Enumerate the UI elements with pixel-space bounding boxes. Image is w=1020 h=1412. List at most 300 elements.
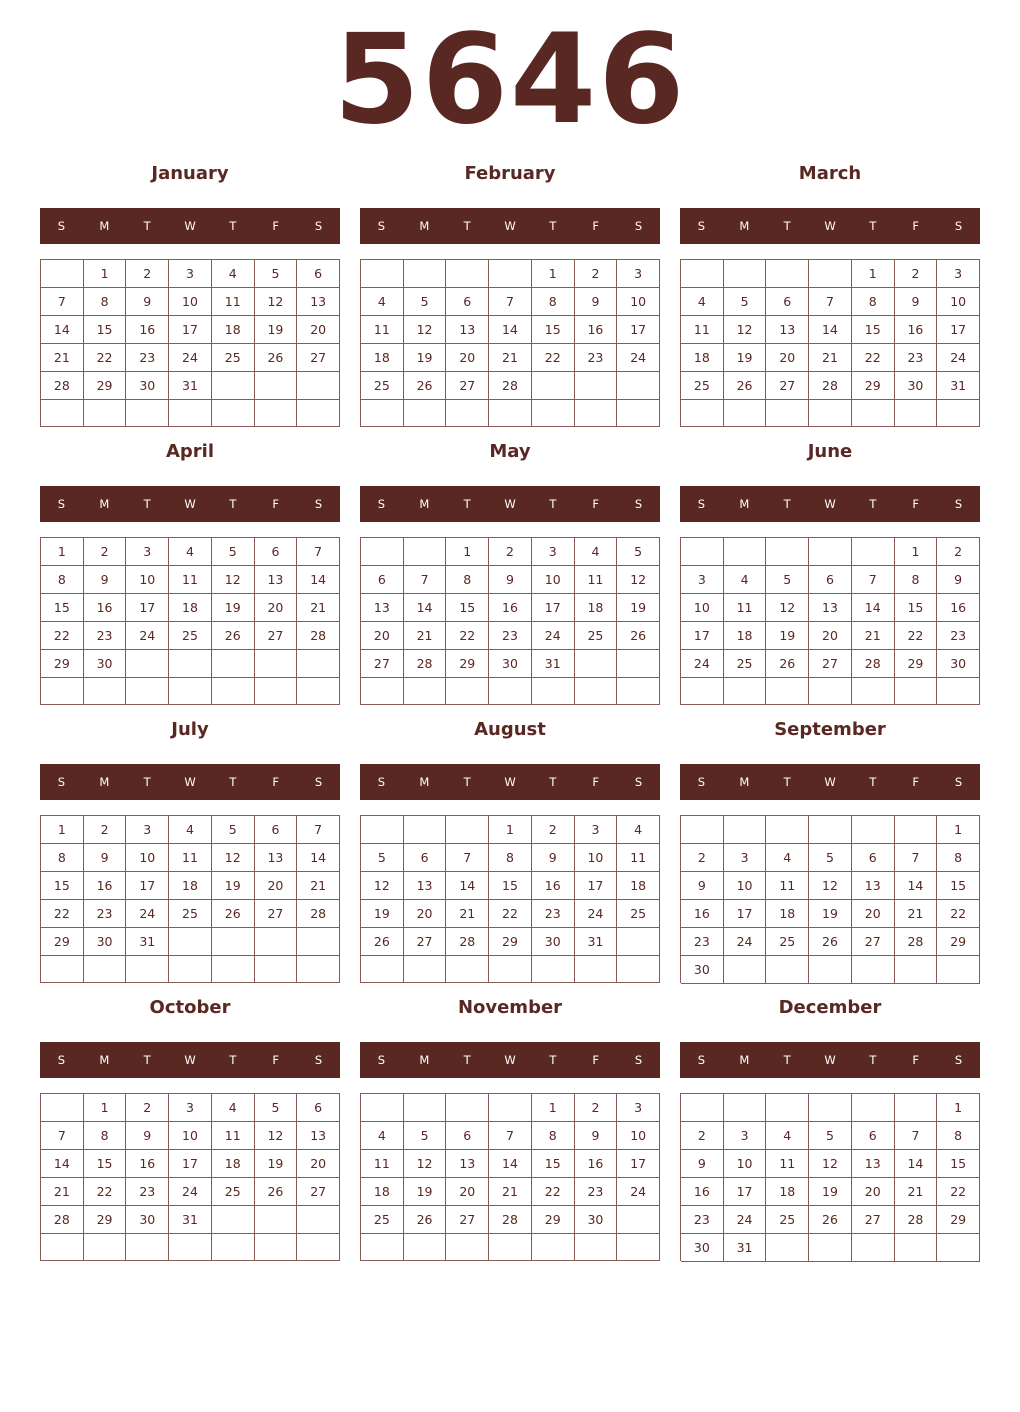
day-cell[interactable]: 17 <box>681 622 724 650</box>
day-cell[interactable]: 21 <box>446 900 489 928</box>
day-cell[interactable]: 26 <box>404 372 447 400</box>
day-cell[interactable]: 16 <box>532 872 575 900</box>
day-cell[interactable]: 24 <box>681 650 724 678</box>
day-cell[interactable]: 12 <box>404 1150 447 1178</box>
day-cell[interactable]: 1 <box>937 1094 980 1122</box>
day-cell[interactable]: 5 <box>766 566 809 594</box>
day-cell[interactable]: 24 <box>937 344 980 372</box>
day-cell[interactable]: 2 <box>681 1122 724 1150</box>
day-cell[interactable]: 12 <box>724 316 767 344</box>
day-cell[interactable]: 13 <box>809 594 852 622</box>
day-cell[interactable]: 23 <box>532 900 575 928</box>
day-cell[interactable]: 12 <box>809 1150 852 1178</box>
day-cell[interactable]: 20 <box>297 316 340 344</box>
day-cell[interactable]: 28 <box>809 372 852 400</box>
day-cell[interactable]: 7 <box>809 288 852 316</box>
day-cell[interactable]: 10 <box>169 1122 212 1150</box>
day-cell[interactable]: 23 <box>575 344 618 372</box>
day-cell[interactable]: 20 <box>297 1150 340 1178</box>
day-cell[interactable]: 25 <box>575 622 618 650</box>
day-cell[interactable]: 21 <box>489 1178 532 1206</box>
day-cell[interactable]: 27 <box>255 622 298 650</box>
day-cell[interactable]: 8 <box>532 288 575 316</box>
day-cell[interactable]: 20 <box>255 872 298 900</box>
day-cell[interactable]: 26 <box>212 622 255 650</box>
day-cell[interactable]: 2 <box>126 1094 169 1122</box>
day-cell[interactable]: 27 <box>852 928 895 956</box>
day-cell[interactable]: 31 <box>126 928 169 956</box>
day-cell[interactable]: 22 <box>84 1178 127 1206</box>
day-cell[interactable]: 5 <box>255 1094 298 1122</box>
day-cell[interactable]: 29 <box>446 650 489 678</box>
day-cell[interactable]: 2 <box>126 260 169 288</box>
day-cell[interactable]: 22 <box>489 900 532 928</box>
day-cell[interactable]: 4 <box>212 260 255 288</box>
day-cell[interactable]: 17 <box>724 900 767 928</box>
day-cell[interactable]: 3 <box>681 566 724 594</box>
day-cell[interactable]: 21 <box>297 594 340 622</box>
day-cell[interactable]: 30 <box>126 372 169 400</box>
day-cell[interactable]: 26 <box>617 622 660 650</box>
day-cell[interactable]: 9 <box>126 288 169 316</box>
day-cell[interactable]: 2 <box>489 538 532 566</box>
day-cell[interactable]: 14 <box>41 316 84 344</box>
day-cell[interactable]: 25 <box>212 1178 255 1206</box>
day-cell[interactable]: 8 <box>937 844 980 872</box>
day-cell[interactable]: 16 <box>126 1150 169 1178</box>
day-cell[interactable]: 30 <box>84 650 127 678</box>
day-cell[interactable]: 27 <box>255 900 298 928</box>
day-cell[interactable]: 26 <box>255 344 298 372</box>
day-cell[interactable]: 27 <box>297 344 340 372</box>
day-cell[interactable]: 16 <box>895 316 938 344</box>
day-cell[interactable]: 20 <box>809 622 852 650</box>
day-cell[interactable]: 5 <box>617 538 660 566</box>
day-cell[interactable]: 30 <box>681 1234 724 1262</box>
day-cell[interactable]: 19 <box>255 316 298 344</box>
day-cell[interactable]: 4 <box>575 538 618 566</box>
day-cell[interactable]: 11 <box>724 594 767 622</box>
day-cell[interactable]: 4 <box>766 844 809 872</box>
day-cell[interactable]: 14 <box>852 594 895 622</box>
day-cell[interactable]: 6 <box>361 566 404 594</box>
day-cell[interactable]: 16 <box>84 872 127 900</box>
day-cell[interactable]: 10 <box>575 844 618 872</box>
day-cell[interactable]: 10 <box>681 594 724 622</box>
day-cell[interactable]: 23 <box>681 1206 724 1234</box>
day-cell[interactable]: 31 <box>575 928 618 956</box>
day-cell[interactable]: 28 <box>895 928 938 956</box>
day-cell[interactable]: 31 <box>532 650 575 678</box>
day-cell[interactable]: 7 <box>404 566 447 594</box>
day-cell[interactable]: 13 <box>446 1150 489 1178</box>
day-cell[interactable]: 1 <box>532 1094 575 1122</box>
day-cell[interactable]: 26 <box>404 1206 447 1234</box>
day-cell[interactable]: 2 <box>937 538 980 566</box>
day-cell[interactable]: 16 <box>489 594 532 622</box>
day-cell[interactable]: 23 <box>126 1178 169 1206</box>
day-cell[interactable]: 12 <box>617 566 660 594</box>
day-cell[interactable]: 15 <box>489 872 532 900</box>
day-cell[interactable]: 19 <box>617 594 660 622</box>
day-cell[interactable]: 30 <box>937 650 980 678</box>
day-cell[interactable]: 17 <box>937 316 980 344</box>
day-cell[interactable]: 20 <box>255 594 298 622</box>
day-cell[interactable]: 13 <box>852 872 895 900</box>
day-cell[interactable]: 25 <box>169 622 212 650</box>
day-cell[interactable]: 18 <box>169 872 212 900</box>
day-cell[interactable]: 5 <box>361 844 404 872</box>
day-cell[interactable]: 17 <box>724 1178 767 1206</box>
day-cell[interactable]: 5 <box>809 844 852 872</box>
day-cell[interactable]: 29 <box>532 1206 575 1234</box>
day-cell[interactable]: 30 <box>681 956 724 984</box>
day-cell[interactable]: 14 <box>297 566 340 594</box>
day-cell[interactable]: 25 <box>766 928 809 956</box>
day-cell[interactable]: 19 <box>361 900 404 928</box>
day-cell[interactable]: 23 <box>84 622 127 650</box>
day-cell[interactable]: 19 <box>809 1178 852 1206</box>
day-cell[interactable]: 2 <box>575 1094 618 1122</box>
day-cell[interactable]: 12 <box>255 1122 298 1150</box>
day-cell[interactable]: 4 <box>724 566 767 594</box>
day-cell[interactable]: 14 <box>809 316 852 344</box>
day-cell[interactable]: 7 <box>297 816 340 844</box>
day-cell[interactable]: 15 <box>84 316 127 344</box>
day-cell[interactable]: 18 <box>212 1150 255 1178</box>
day-cell[interactable]: 28 <box>895 1206 938 1234</box>
day-cell[interactable]: 26 <box>212 900 255 928</box>
day-cell[interactable]: 4 <box>617 816 660 844</box>
day-cell[interactable]: 12 <box>766 594 809 622</box>
day-cell[interactable]: 4 <box>361 1122 404 1150</box>
day-cell[interactable]: 28 <box>446 928 489 956</box>
day-cell[interactable]: 1 <box>446 538 489 566</box>
day-cell[interactable]: 11 <box>212 1122 255 1150</box>
day-cell[interactable]: 17 <box>169 1150 212 1178</box>
day-cell[interactable]: 1 <box>84 260 127 288</box>
day-cell[interactable]: 17 <box>617 316 660 344</box>
day-cell[interactable]: 24 <box>169 344 212 372</box>
day-cell[interactable]: 26 <box>809 928 852 956</box>
day-cell[interactable]: 15 <box>937 1150 980 1178</box>
day-cell[interactable]: 10 <box>617 1122 660 1150</box>
day-cell[interactable]: 1 <box>41 816 84 844</box>
day-cell[interactable]: 7 <box>41 288 84 316</box>
day-cell[interactable]: 3 <box>126 538 169 566</box>
day-cell[interactable]: 7 <box>489 1122 532 1150</box>
day-cell[interactable]: 8 <box>852 288 895 316</box>
day-cell[interactable]: 28 <box>41 372 84 400</box>
day-cell[interactable]: 18 <box>169 594 212 622</box>
day-cell[interactable]: 20 <box>446 1178 489 1206</box>
day-cell[interactable]: 9 <box>681 1150 724 1178</box>
day-cell[interactable]: 6 <box>446 1122 489 1150</box>
day-cell[interactable]: 18 <box>361 1178 404 1206</box>
day-cell[interactable]: 24 <box>126 622 169 650</box>
day-cell[interactable]: 15 <box>41 594 84 622</box>
day-cell[interactable]: 24 <box>575 900 618 928</box>
day-cell[interactable]: 18 <box>681 344 724 372</box>
day-cell[interactable]: 14 <box>404 594 447 622</box>
day-cell[interactable]: 8 <box>895 566 938 594</box>
day-cell[interactable]: 21 <box>404 622 447 650</box>
day-cell[interactable]: 10 <box>126 566 169 594</box>
day-cell[interactable]: 24 <box>724 928 767 956</box>
day-cell[interactable]: 8 <box>41 566 84 594</box>
day-cell[interactable]: 6 <box>404 844 447 872</box>
day-cell[interactable]: 27 <box>446 372 489 400</box>
day-cell[interactable]: 9 <box>575 1122 618 1150</box>
day-cell[interactable]: 3 <box>575 816 618 844</box>
day-cell[interactable]: 11 <box>361 1150 404 1178</box>
day-cell[interactable]: 13 <box>361 594 404 622</box>
day-cell[interactable]: 14 <box>297 844 340 872</box>
day-cell[interactable]: 3 <box>724 1122 767 1150</box>
day-cell[interactable]: 14 <box>446 872 489 900</box>
day-cell[interactable]: 5 <box>724 288 767 316</box>
day-cell[interactable]: 18 <box>766 1178 809 1206</box>
day-cell[interactable]: 25 <box>681 372 724 400</box>
day-cell[interactable]: 26 <box>766 650 809 678</box>
day-cell[interactable]: 21 <box>895 900 938 928</box>
day-cell[interactable]: 3 <box>169 1094 212 1122</box>
day-cell[interactable]: 25 <box>212 344 255 372</box>
day-cell[interactable]: 21 <box>41 344 84 372</box>
day-cell[interactable]: 8 <box>84 1122 127 1150</box>
day-cell[interactable]: 4 <box>361 288 404 316</box>
day-cell[interactable]: 26 <box>724 372 767 400</box>
day-cell[interactable]: 6 <box>852 844 895 872</box>
day-cell[interactable]: 22 <box>852 344 895 372</box>
day-cell[interactable]: 24 <box>169 1178 212 1206</box>
day-cell[interactable]: 29 <box>84 1206 127 1234</box>
day-cell[interactable]: 27 <box>446 1206 489 1234</box>
day-cell[interactable]: 18 <box>617 872 660 900</box>
day-cell[interactable]: 9 <box>84 566 127 594</box>
day-cell[interactable]: 19 <box>724 344 767 372</box>
day-cell[interactable]: 12 <box>212 566 255 594</box>
day-cell[interactable]: 9 <box>84 844 127 872</box>
day-cell[interactable]: 9 <box>489 566 532 594</box>
day-cell[interactable]: 8 <box>937 1122 980 1150</box>
day-cell[interactable]: 13 <box>255 844 298 872</box>
day-cell[interactable]: 7 <box>852 566 895 594</box>
day-cell[interactable]: 16 <box>575 1150 618 1178</box>
day-cell[interactable]: 10 <box>937 288 980 316</box>
day-cell[interactable]: 3 <box>532 538 575 566</box>
day-cell[interactable]: 30 <box>489 650 532 678</box>
day-cell[interactable]: 26 <box>255 1178 298 1206</box>
day-cell[interactable]: 9 <box>126 1122 169 1150</box>
day-cell[interactable]: 11 <box>617 844 660 872</box>
day-cell[interactable]: 26 <box>809 1206 852 1234</box>
day-cell[interactable]: 14 <box>895 872 938 900</box>
day-cell[interactable]: 25 <box>169 900 212 928</box>
day-cell[interactable]: 13 <box>297 288 340 316</box>
day-cell[interactable]: 16 <box>937 594 980 622</box>
day-cell[interactable]: 2 <box>84 816 127 844</box>
day-cell[interactable]: 3 <box>126 816 169 844</box>
day-cell[interactable]: 4 <box>169 538 212 566</box>
day-cell[interactable]: 22 <box>446 622 489 650</box>
day-cell[interactable]: 9 <box>895 288 938 316</box>
day-cell[interactable]: 7 <box>41 1122 84 1150</box>
day-cell[interactable]: 6 <box>766 288 809 316</box>
day-cell[interactable]: 15 <box>532 1150 575 1178</box>
day-cell[interactable]: 29 <box>489 928 532 956</box>
day-cell[interactable]: 20 <box>404 900 447 928</box>
day-cell[interactable]: 15 <box>532 316 575 344</box>
day-cell[interactable]: 9 <box>681 872 724 900</box>
day-cell[interactable]: 1 <box>895 538 938 566</box>
day-cell[interactable]: 27 <box>361 650 404 678</box>
day-cell[interactable]: 30 <box>895 372 938 400</box>
day-cell[interactable]: 4 <box>169 816 212 844</box>
day-cell[interactable]: 25 <box>361 372 404 400</box>
day-cell[interactable]: 13 <box>446 316 489 344</box>
day-cell[interactable]: 17 <box>126 872 169 900</box>
day-cell[interactable]: 12 <box>809 872 852 900</box>
day-cell[interactable]: 5 <box>212 816 255 844</box>
day-cell[interactable]: 11 <box>169 566 212 594</box>
day-cell[interactable]: 4 <box>766 1122 809 1150</box>
day-cell[interactable]: 25 <box>766 1206 809 1234</box>
day-cell[interactable]: 28 <box>297 900 340 928</box>
day-cell[interactable]: 15 <box>446 594 489 622</box>
day-cell[interactable]: 3 <box>724 844 767 872</box>
day-cell[interactable]: 24 <box>126 900 169 928</box>
day-cell[interactable]: 22 <box>937 1178 980 1206</box>
day-cell[interactable]: 2 <box>84 538 127 566</box>
day-cell[interactable]: 22 <box>532 1178 575 1206</box>
day-cell[interactable]: 11 <box>169 844 212 872</box>
day-cell[interactable]: 8 <box>532 1122 575 1150</box>
day-cell[interactable]: 14 <box>489 1150 532 1178</box>
day-cell[interactable]: 29 <box>937 1206 980 1234</box>
day-cell[interactable]: 9 <box>532 844 575 872</box>
day-cell[interactable]: 17 <box>575 872 618 900</box>
day-cell[interactable]: 18 <box>766 900 809 928</box>
day-cell[interactable]: 19 <box>255 1150 298 1178</box>
day-cell[interactable]: 19 <box>404 1178 447 1206</box>
day-cell[interactable]: 29 <box>852 372 895 400</box>
day-cell[interactable]: 16 <box>681 900 724 928</box>
day-cell[interactable]: 14 <box>895 1150 938 1178</box>
day-cell[interactable]: 20 <box>446 344 489 372</box>
day-cell[interactable]: 18 <box>212 316 255 344</box>
day-cell[interactable]: 22 <box>84 344 127 372</box>
day-cell[interactable]: 22 <box>532 344 575 372</box>
day-cell[interactable]: 20 <box>766 344 809 372</box>
day-cell[interactable]: 31 <box>937 372 980 400</box>
day-cell[interactable]: 7 <box>489 288 532 316</box>
day-cell[interactable]: 13 <box>255 566 298 594</box>
day-cell[interactable]: 23 <box>84 900 127 928</box>
day-cell[interactable]: 28 <box>489 1206 532 1234</box>
day-cell[interactable]: 13 <box>852 1150 895 1178</box>
day-cell[interactable]: 28 <box>404 650 447 678</box>
day-cell[interactable]: 23 <box>575 1178 618 1206</box>
day-cell[interactable]: 22 <box>895 622 938 650</box>
day-cell[interactable]: 19 <box>212 594 255 622</box>
day-cell[interactable]: 11 <box>766 1150 809 1178</box>
day-cell[interactable]: 5 <box>255 260 298 288</box>
day-cell[interactable]: 13 <box>766 316 809 344</box>
day-cell[interactable]: 6 <box>255 816 298 844</box>
day-cell[interactable]: 1 <box>84 1094 127 1122</box>
day-cell[interactable]: 15 <box>937 872 980 900</box>
day-cell[interactable]: 29 <box>84 372 127 400</box>
day-cell[interactable]: 27 <box>852 1206 895 1234</box>
day-cell[interactable]: 1 <box>852 260 895 288</box>
day-cell[interactable]: 9 <box>937 566 980 594</box>
day-cell[interactable]: 2 <box>895 260 938 288</box>
day-cell[interactable]: 10 <box>169 288 212 316</box>
day-cell[interactable]: 23 <box>895 344 938 372</box>
day-cell[interactable]: 20 <box>852 1178 895 1206</box>
day-cell[interactable]: 11 <box>575 566 618 594</box>
day-cell[interactable]: 11 <box>212 288 255 316</box>
day-cell[interactable]: 8 <box>489 844 532 872</box>
day-cell[interactable]: 21 <box>489 344 532 372</box>
day-cell[interactable]: 14 <box>41 1150 84 1178</box>
day-cell[interactable]: 9 <box>575 288 618 316</box>
day-cell[interactable]: 29 <box>895 650 938 678</box>
day-cell[interactable]: 23 <box>126 344 169 372</box>
day-cell[interactable]: 10 <box>724 1150 767 1178</box>
day-cell[interactable]: 23 <box>937 622 980 650</box>
day-cell[interactable]: 31 <box>724 1234 767 1262</box>
day-cell[interactable]: 28 <box>489 372 532 400</box>
day-cell[interactable]: 25 <box>724 650 767 678</box>
day-cell[interactable]: 4 <box>212 1094 255 1122</box>
day-cell[interactable]: 11 <box>681 316 724 344</box>
day-cell[interactable]: 30 <box>532 928 575 956</box>
day-cell[interactable]: 1 <box>532 260 575 288</box>
day-cell[interactable]: 3 <box>169 260 212 288</box>
day-cell[interactable]: 22 <box>41 622 84 650</box>
day-cell[interactable]: 29 <box>41 928 84 956</box>
day-cell[interactable]: 27 <box>809 650 852 678</box>
day-cell[interactable]: 29 <box>937 928 980 956</box>
day-cell[interactable]: 20 <box>852 900 895 928</box>
day-cell[interactable]: 10 <box>532 566 575 594</box>
day-cell[interactable]: 28 <box>41 1206 84 1234</box>
day-cell[interactable]: 12 <box>404 316 447 344</box>
day-cell[interactable]: 27 <box>766 372 809 400</box>
day-cell[interactable]: 29 <box>41 650 84 678</box>
day-cell[interactable]: 7 <box>895 844 938 872</box>
day-cell[interactable]: 27 <box>404 928 447 956</box>
day-cell[interactable]: 21 <box>809 344 852 372</box>
day-cell[interactable]: 19 <box>212 872 255 900</box>
day-cell[interactable]: 6 <box>446 288 489 316</box>
day-cell[interactable]: 24 <box>724 1206 767 1234</box>
day-cell[interactable]: 23 <box>489 622 532 650</box>
day-cell[interactable]: 6 <box>809 566 852 594</box>
day-cell[interactable]: 10 <box>724 872 767 900</box>
day-cell[interactable]: 8 <box>84 288 127 316</box>
day-cell[interactable]: 12 <box>361 872 404 900</box>
day-cell[interactable]: 17 <box>532 594 575 622</box>
day-cell[interactable]: 20 <box>361 622 404 650</box>
day-cell[interactable]: 22 <box>41 900 84 928</box>
day-cell[interactable]: 2 <box>575 260 618 288</box>
day-cell[interactable]: 30 <box>575 1206 618 1234</box>
day-cell[interactable]: 12 <box>212 844 255 872</box>
day-cell[interactable]: 1 <box>41 538 84 566</box>
